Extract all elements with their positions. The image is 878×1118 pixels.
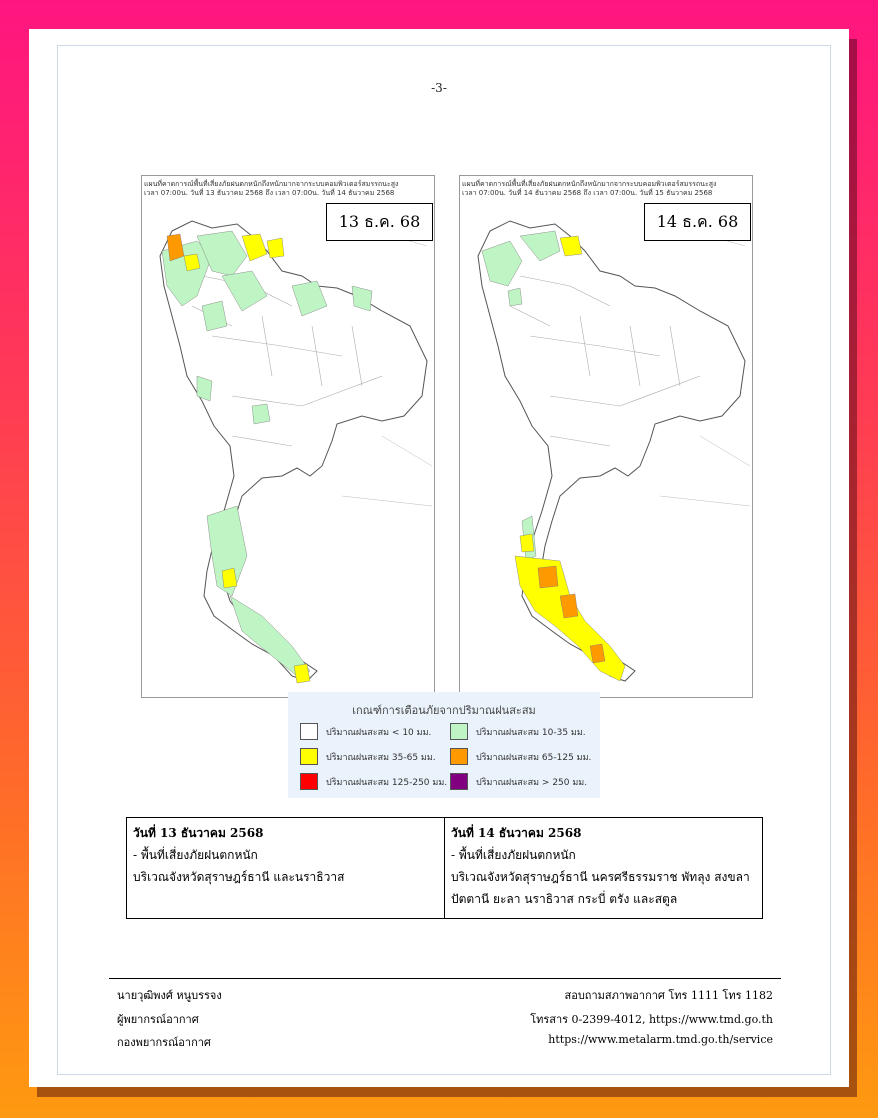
legend-swatch xyxy=(300,748,318,765)
summary-line: ปัตตานี ยะลา นราธิวาส กระบี่ ตรัง และสตูล xyxy=(451,892,678,906)
date-label-day1: 13 ธ.ค. 68 xyxy=(326,203,433,241)
legend-swatch xyxy=(450,773,468,790)
summary-line: - พื้นที่เสี่ยงภัยฝนตกหนัก xyxy=(451,848,576,862)
summary-cell-day1 xyxy=(127,818,445,919)
forecaster-name: นายวุฒิพงศ์ หนูบรรจง xyxy=(117,989,222,1002)
table-row xyxy=(127,818,763,919)
service-link[interactable]: https://www.metalarm.tmd.go.th/service xyxy=(548,1033,773,1046)
legend-swatch xyxy=(450,748,468,765)
risk-summary-table xyxy=(126,817,763,919)
department-name: กองพยากรณ์อากาศ xyxy=(117,1036,211,1049)
summary-line: - พื้นที่เสี่ยงภัยฝนตกหนัก xyxy=(133,848,258,862)
legend-label: ปริมาณฝนสะสม 10-35 มม. xyxy=(476,728,586,738)
document-page xyxy=(29,29,849,1087)
legend-label: ปริมาณฝนสะสม 35-65 มม. xyxy=(326,753,436,763)
page-number: -3- xyxy=(431,81,447,95)
summary-date: วันที่ 14 ธันวาคม 2568 xyxy=(451,826,582,840)
summary-cell-day2 xyxy=(445,818,763,919)
summary-date: วันที่ 13 ธันวาคม 2568 xyxy=(133,826,264,840)
thailand-map-day1 xyxy=(142,176,434,697)
legend-swatch xyxy=(300,773,318,790)
summary-line: บริเวณจังหวัดสุราษฎร์ธานี และนราธิวาส xyxy=(133,870,345,884)
contact-fax-website: โทรสาร 0-2399-4012, https://www.tmd.go.th xyxy=(530,1013,773,1026)
legend-label: ปริมาณฝนสะสม < 10 มม. xyxy=(326,728,432,738)
legend-title: เกณฑ์การเตือนภัยจากปริมาณฝนสะสม xyxy=(352,704,536,717)
summary-line: บริเวณจังหวัดสุราษฎร์ธานี นครศรีธรรมราช พัทลุง สงขลา xyxy=(451,870,750,884)
forecaster-title: ผู้พยากรณ์อากาศ xyxy=(117,1013,199,1026)
legend-swatch xyxy=(450,723,468,740)
legend-swatch xyxy=(300,723,318,740)
footer-divider xyxy=(109,978,781,979)
map-caption-day2: แผนที่คาดการณ์พื้นที่เสี่ยงภัยฝนตกหนักถึงหนักมากจากระบบคอมพิวเตอร์สมรรถนะสูง เวลา 07:00น. วันที่ 14 ธันวาคม 2568 ถึง เวลา 07:00น. วันที่ 15 ธันวาคม 2568 xyxy=(462,180,717,197)
thailand-map-day2 xyxy=(460,176,752,697)
legend-label: ปริมาณฝนสะสม 125-250 มม. xyxy=(326,778,448,788)
map-caption-day1: แผนที่คาดการณ์พื้นที่เสี่ยงภัยฝนตกหนักถึงหนักมากจากระบบคอมพิวเตอร์สมรรถนะสูง เวลา 07:00น. วันที่ 13 ธันวาคม 2568 ถึง เวลา 07:00น. วันที่ 14 ธันวาคม 2568 xyxy=(144,180,399,197)
contact-phone: สอบถามสภาพอากาศ โทร 1111 โทร 1182 xyxy=(564,989,773,1002)
legend-label: ปริมาณฝนสะสม > 250 มม. xyxy=(476,778,588,788)
legend-label: ปริมาณฝนสะสม 65-125 มม. xyxy=(476,753,592,763)
legend xyxy=(288,692,600,798)
date-label-day2: 14 ธ.ค. 68 xyxy=(644,203,751,241)
map-panel-day2 xyxy=(459,175,753,698)
map-panel-day1 xyxy=(141,175,435,698)
